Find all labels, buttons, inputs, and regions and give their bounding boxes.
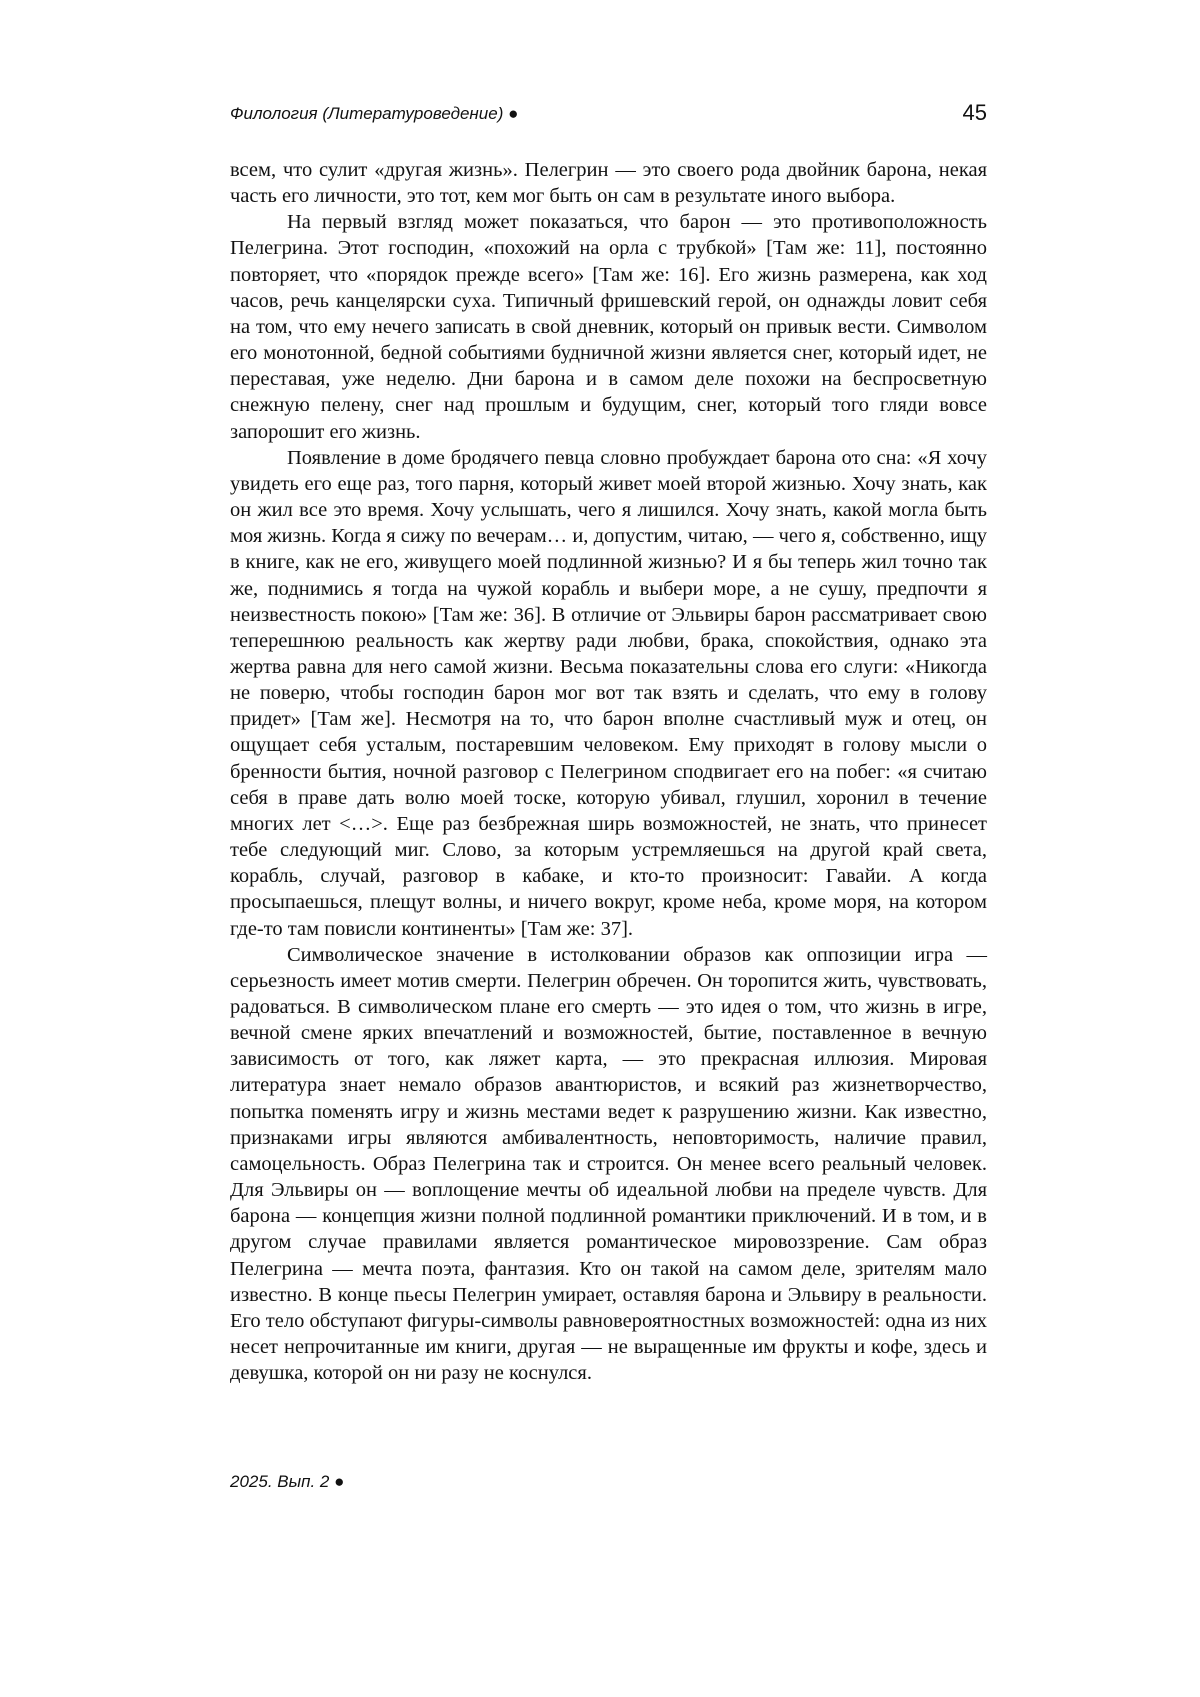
paragraph-singer: Появление в доме бродячего певца словно пробуждает барона ото сна: «Я хочу увидеть его еще раз, того парня, который живет моей второй жизнью. Хочу знать, как он жил все это время. Хочу услышать, чего я лишился. Хочу знать, какой могла быть моя жизнь. Когда я сижу по вечерам… и, допустим, читаю, — чего я, собственно, ищу в книге, как не его, живущего моей подлинной жизнью? И я бы теперь жил точно так же, поднимись я тогда на чужой корабль и выбери море, а не сушу, предпочти я неизвестность покою» [Там же: 36]. В отличие от Эльвиры барон рассматривает свою теперешнюю реальность как жертву ради любви, брака, спокойствия, однако эта жертва равна для него самой жизни. Весьма показательны слова его слуги: «Никогда не поверю, чтобы господин барон мог вот так взять и сделать, что ему в голову придет» [Там же]. Несмотря на то, что барон вполне счастливый муж и отец, он ощущает себя усталым, постаревшим человеком. Ему приходят в голову мысли о бренности бытия, ночной разговор с Пелегрином сподвигает его на побег: «я считаю себя в праве дать волю моей тоске, которую убивал, глушил, хоронил в течение многих лет <…>. Еще раз безбрежная ширь возможностей, не знать, что принесет тебе следующий миг. Слово, за которым устремляешься на другой край света, корабль, случай, разговор в кабаке, и кто-то произносит: Гавайи. А когда просыпаешься, плещут волны, и ничего вокруг, кроме неба, кроме моря, на котором где-то там повисли континенты» [Там же: 37]. [230,445,987,942]
issue-footer: 2025. Вып. 2 ● [230,1472,344,1492]
paragraph-baron: На первый взгляд может показаться, что барон — это противоположность Пелегрина. Этот господин, «похожий на орла с трубкой» [Там же: 11], постоянно повторяет, что «порядок прежде всего» [Там же: 16]. Его жизнь размерена, как ход часов, речь канцелярски суха. Типичный фришевский герой, он однажды ловит себя на том, что ему нечего записать в свой дневник, который он привык вести. Символом его монотонной, бедной событиями будничной жизни является снег, который идет, не переставая, уже неделю. Дни барона и в самом деле похожи на беспросветную снежную пелену, снег над прошлым и будущим, снег, который того гляди вовсе запорошит его жизнь. [230,209,987,444]
running-header [230,100,987,134]
paragraph-symbolism: Символическое значение в истолковании образов как оппозиции игра — серьезность имеет мотив смерти. Пелегрин обречен. Он торопится жить, чувствовать, радоваться. В символическом плане его смерть — это идея о том, что жизнь в игре, вечной смене ярких впечатлений и возможностей, бытие, поставленное в вечную зависимость от того, как ляжет карта, — это прекрасная иллюзия. Мировая литература знает немало образов авантюристов, и всякий раз жизнетворчество, попытка поменять игру и жизнь местами ведет к разрушению жизни. Как известно, признаками игры являются амбивалентность, неповторимость, наличие правил, самоцельность. Образ Пелегрина так и строится. Он менее всего реальный человек. Для Эльвиры он — воплощение мечты об идеальной любви на пределе чувств. Для барона — концепция жизни полной подлинной романтики приключений. И в том, и в другом случае правилами является романтическое мировоззрение. Сам образ Пелегрина — мечта поэта, фантазия. Кто он такой на самом деле, зрителям мало известно. В конце пьесы Пелегрин умирает, оставляя барона и Эльвиру в реальности. Его тело обступают фигуры-символы равновероятностных возможностей: одна из них несет непрочитанные им книги, другая — не выращенные им фрукты и кофе, здесь и девушка, которой он ни разу не коснулся. [230,942,987,1387]
page-number: 45 [963,100,987,126]
paragraph-continuation: всем, что сулит «другая жизнь». Пелегрин — это своего рода двойник барона, некая часть его личности, это тот, кем мог быть он сам в результате иного выбора. [230,157,987,209]
journal-section-title: Филология (Литературоведение) ● [230,104,518,124]
article-body [230,157,987,1386]
